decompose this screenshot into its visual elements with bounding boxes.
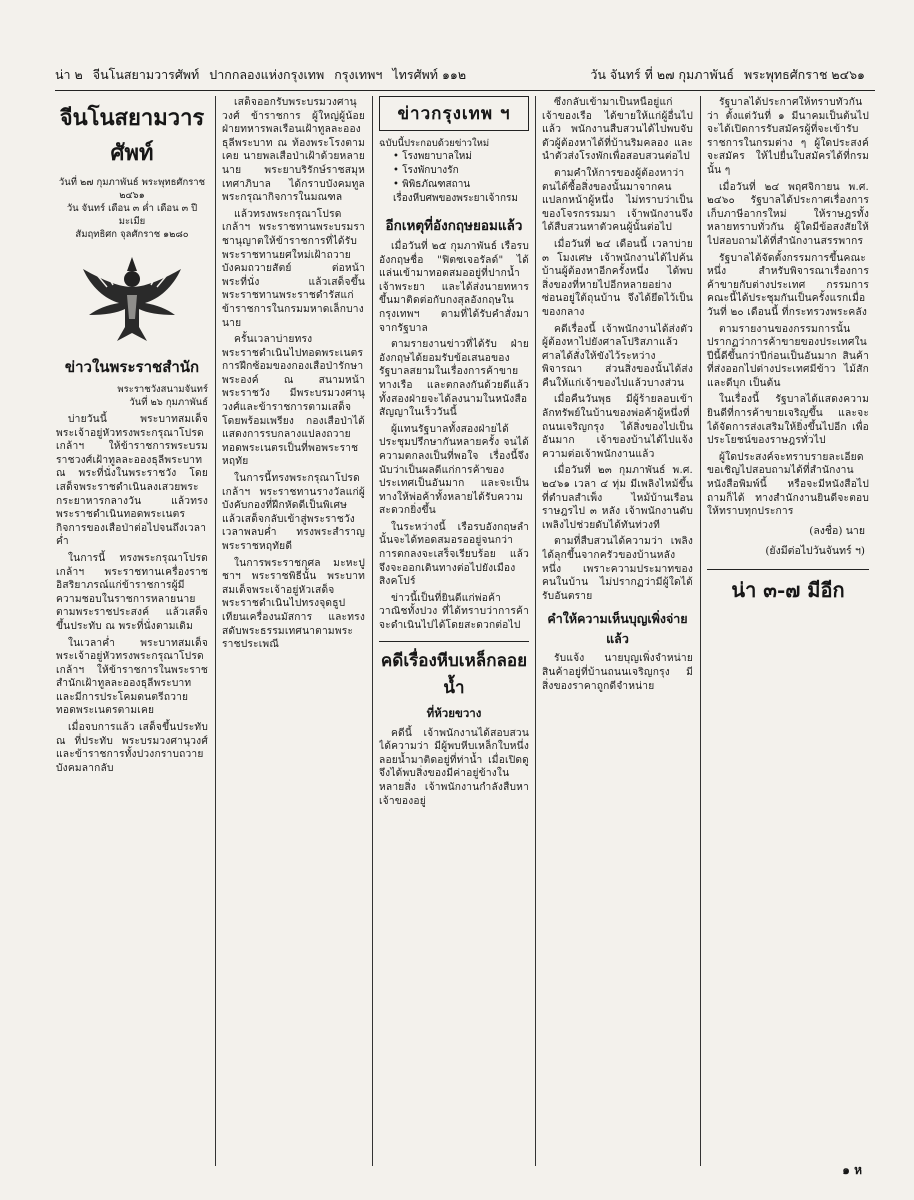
column-3 [379, 96, 529, 1172]
page-header [55, 62, 875, 88]
masthead-line: วัน จันทร์ เดือน ๓ ค่ำ เดือน ๓ ปีมะเมีย [66, 203, 198, 227]
masthead-line: วันที่ ๒๗ กุมภาพันธ์ พระพุทธศักราช ๒๔๖๑ [58, 177, 206, 201]
column-divider [372, 96, 373, 1166]
list-item: เรื่องหีบศพของพระยาเจ้ากรม [393, 193, 518, 204]
article-paragraph: ครั้นเวลาบ่ายทรงพระราชดำเนินไปทอดพระเนตรการฝึกซ้อมของกองเสือป่ารักษาพระองค์ ณ สนามหน้าพระราชวัง มีพระบรมวงศานุวงศ์และข้าราชการตามเสด็จโดยพร้อมเพรียง กองเสือป่าได้แสดงการรบกลางแปลงถวายทอดพระเนตรเป็นที่พอพระราชหฤทัย [222, 334, 365, 468]
article-paragraph: ตามที่สืบสวนได้ความว่า เพลิงได้ลุกขึ้นจากครัวของบ้านหลังหนึ่ง เพราะความประมาทของคนในบ้าน ไม่ปรากฏว่ามีผู้ใดได้รับอันตราย [542, 536, 693, 602]
article-paragraph: ในเรื่องนี้ รัฐบาลได้แสดงความยินดีที่การค้าขายเจริญขึ้น และจะได้จัดการส่งเสริมให้ยิ่งขึ้นไปอีก เพื่อประโยชน์ของราษฎรทั่วไป [707, 394, 869, 447]
header-city: กรุงเทพฯ [334, 67, 383, 82]
article-paragraph: ผู้ใดประสงค์จะทราบรายละเอียด ขอเชิญไปสอบถามได้ที่สำนักงานหนังสือพิมพ์นี้ หรือจะมีหนังสือไปถามก็ได้ ทางสำนักงานยินดีจะตอบให้ทราบทุกประการ [707, 451, 869, 518]
article-paragraph: ในระหว่างนี้ เรือรบอังกฤษลำนั้นจะได้ทอดสมอรออยู่จนกว่าการตกลงจะเสร็จเรียบร้อย แล้วจึงจะออกเดินทางต่อไปยังเมืองสิงคโปร์ [379, 521, 529, 588]
article-paragraph: ตามคำให้การของผู้ต้องหาว่า ตนได้ซื้อสิ่งของนั้นมาจากคนแปลกหน้าผู้หนึ่ง ไม่ทราบว่าเป็นของโจรกรรมมา เจ้าพนักงานจึงได้สืบสวนหาตัวคนผู้นั้นต่อไป [542, 167, 693, 234]
article-paragraph: ตามรายงานของกรรมการนั้น ปรากฏว่าการค้าขายของประเทศในปีนี้ดีขึ้นกว่าปีก่อนเป็นอันมาก สินค้าที่ส่งออกไปต่างประเทศมีข้าว ไม้สัก และดีบุก เป็นต้น [707, 323, 869, 389]
section-title-royal: ข่าวในพระราชสำนัก [64, 358, 200, 376]
article-paragraph: เมื่อวันที่ ๒๔ พฤศจิกายน พ.ศ. ๒๔๖๐ รัฐบาลได้ประกาศเรื่องการเก็บภาษีอากรใหม่ ให้ราษฎรทั้งหลายทราบทั่วกัน ผู้ใดมีข้อสงสัยให้ไปสอบถามได้ที่สำนักงานสรรพากร [707, 181, 869, 247]
article-paragraph: ตามรายงานข่าวที่ได้รับ ฝ่ายอังกฤษได้ยอมรับข้อเสนอของรัฐบาลสยามในเรื่องการค้าขายทางเรือ และตกลงกันด้วยดีแล้ว ทั้งสองฝ่ายจะได้ลงนามในหนังสือสัญญาในเร็ววันนี้ [379, 339, 529, 419]
article-paragraph: ผู้แทนรัฐบาลทั้งสองฝ่ายได้ประชุมปรึกษากันหลายครั้ง จนได้ความตกลงเป็นที่พอใจ เรื่องนี้จึงนับว่าเป็นผลดีแก่การค้าของประเทศเป็นอันมาก และจะเป็นทางให้พ่อค้าทั้งหลายได้รับความสะดวกยิ่งขึ้น [379, 423, 529, 517]
article-paragraph: ในการพระราชกุศล มะหะปูชาฯ พระราชพิธีนั้น พระบาทสมเด็จพระเจ้าอยู่หัวเสด็จพระราชดำเนินไปทรงจุดธูปเทียนเครื่องนมัสการ และทรงสดับพระธรรมเทศนาตามพระราชประเพณี [222, 557, 365, 651]
column-5 [707, 96, 869, 1172]
article-paragraph: ข่าวนี้เป็นที่ยินดีแก่พ่อค้าวาณิชทั้งปวง ที่ได้ทราบว่าการค้าจะดำเนินไปได้โดยสะดวกต่อไป [379, 592, 529, 632]
article-paragraph: เมื่อวันที่ ๒๔ เดือนนี้ เวลาบ่าย ๓ โมงเศษ เจ้าพนักงานได้ไปค้นบ้านผู้ต้องหาอีกครั้งหนึ่ง ได้พบสิ่งของที่หายไปอีกหลายอย่าง ซ่อนอยู่ใต้ถุนบ้าน จึงได้ยึดไว้เป็นของกลาง [542, 238, 693, 318]
advertisement-text: รับแจ้ง นายบุญเพิ่งจำหน่ายสินค้าอยู่ที่บ้านถนนเจริญกรุง มีสิ่งของราคาถูกดีจำหน่าย [542, 653, 693, 692]
column-divider [700, 96, 701, 1166]
article-paragraph: เมื่อคืนวันพุธ มีผู้ร้ายลอบเข้าลักทรัพย์ในบ้านของพ่อค้าผู้หนึ่งที่ถนนเจริญกรุง ได้สิ่งของไปเป็นอันมาก เจ้าของบ้านได้ไปแจ้งความต่อเจ้าพนักงานแล้ว [542, 394, 693, 460]
article-paragraph: เมื่อวันที่ ๒๓ กุมภาพันธ์ พ.ศ. ๒๔๖๑ เวลา ๔ ทุ่ม มีเพลิงไหม้ขึ้นที่ตำบลสำเพ็ง ไหม้บ้านเรือนราษฎรไป ๓ หลัง เจ้าพนักงานดับเพลิงไปช่วยดับได้ทันท่วงที [542, 465, 693, 531]
section-title-bangkok: ข่าวกรุงเทพ ฯ [379, 96, 529, 131]
header-phone: ไทรศัพท์ ๑๑๒ [392, 67, 467, 82]
article-headline: อีกเหตุที่อังกฤษยอมแล้ว [385, 218, 523, 234]
article-paragraph: บ่ายวันนี้ พระบาทสมเด็จพระเจ้าอยู่หัวทรงพระกรุณาโปรดเกล้าฯ ให้ข้าราชการพระบรมราชวงศ์เฝ้าทูลละอองธุลีพระบาท ณ พระที่นั่งในพระราชวัง โดยเสด็จพระราชดำเนินลงเสวยพระกระยาหารกลางวัน แล้วทรงพระราชดำเนินทอดพระเนตรกิจการของเสือป่าต่อไปจนถึงเวลาค่ำ [56, 414, 208, 548]
article-paragraph: รัฐบาลได้จัดตั้งกรรมการขึ้นคณะหนึ่ง สำหรับพิจารณาเรื่องการค้าขายกับต่างประเทศ กรรมการคณะนี้ได้ประชุมกันเป็นครั้งแรกเมื่อวันที่ ๒๐ เดือนนี้ ที่กระทรวงพระคลัง [707, 252, 869, 318]
article-subheadline: ที่ห้วยขวาง [426, 705, 482, 720]
article-paragraph: ในการนี้ทรงพระกรุณาโปรดเกล้าฯ พระราชทานรางวัลแก่ผู้บังคับกองที่ฝึกหัดดีเป็นพิเศษ แล้วเสด็จกลับเข้าสู่พระราชวังเวลาพลบค่ำ ทรงพระสำราญพระราชหฤทัยดี [222, 473, 365, 552]
bangkok-intro: ฉบับนี้ประกอบด้วยข่าวใหม่ [379, 138, 490, 149]
article-paragraph: รัฐบาลได้ประกาศให้ทราบทั่วกันว่า ตั้งแต่วันที่ ๑ มีนาคมเป็นต้นไป จะได้เปิดการรับสมัครผู้ที่จะเข้ารับราชการในกรมต่าง ๆ ผู้ใดประสงค์จะสมัคร ให้ไปยื่นใบสมัครได้ที่กรมนั้น ๆ [707, 97, 869, 176]
header-rule [55, 90, 875, 91]
signature: (ยังมีต่อไปวันจันทร์ ฯ) [765, 544, 865, 557]
article-paragraph: ซึ่งกลับเข้ามาเป็นหนี้อยู่แก่เจ้าของเรือ ได้ขายให้แก่ผู้อื่นไปแล้ว พนักงานสืบสวนได้ไปพบจับตัวผู้ต้องหาได้ที่บ้านริมคลอง และนำตัวส่งโรงพักเพื่อสอบสวนต่อไป [542, 97, 693, 163]
header-date: วัน จันทร์ ที่ ๒๗ กุมภาพันธ์ [590, 67, 734, 82]
column-1 [56, 96, 208, 1172]
header-publication: จีนโนสยามวารศัพท์ [92, 67, 200, 82]
list-item: • โรงพักบางรัก [393, 165, 459, 176]
masthead-line: สัมฤทธิศก จุลศักราช ๑๒๘๐ [75, 229, 189, 240]
article-paragraph: เมื่อวันที่ ๒๕ กุมภาพันธ์ เรือรบอังกฤษชื่อ "ฟิตซเจอรัลด์" ได้แล่นเข้ามาทอดสมออยู่ที่ปากน้ำเจ้าพระยา และได้ส่งนายทหารขึ้นมาติดต่อกับกงสุลอังกฤษในกรุงเทพฯ ตามที่ได้รับคำสั่งมาจากรัฐบาล [379, 241, 529, 334]
article-paragraph: คดีเรื่องนี้ เจ้าพนักงานได้ส่งตัวผู้ต้องหาไปยังศาลโปริสภาแล้ว ศาลได้สั่งให้ขังไว้ระหว่างพิจารณา ส่วนสิ่งของนั้นได้ส่งคืนให้แก่เจ้าของไปแล้วบางส่วน [542, 323, 693, 389]
article-paragraph: เสด็จออกรับพระบรมวงศานุวงศ์ ข้าราชการ ผู้ใหญ่ผู้น้อยฝ่ายทหารพลเรือนเฝ้าทูลละอองธุลีพระบาท ณ ท้องพระโรงตามเคย นายพลเสือป่าเฝ้าด้วยหลายนาย พระยาบริรักษ์ราชสมุหเทศาภิบาล ได้กราบบังคมทูลพระกรุณากิจการในมณฑล [222, 97, 365, 204]
masthead-title: จีนโนสยามวารศัพท์ [59, 105, 205, 166]
continued-notice: น่า ๓-๗ มีอีก [707, 569, 869, 606]
article-paragraph: ในการนี้ ทรงพระกรุณาโปรดเกล้าฯ พระราชทานเครื่องราชอิสริยาภรณ์แก่ข้าราชการผู้มีความชอบในราชการหลายนาย ตามพระราชประสงค์ แล้วเสด็จขึ้นประทับ ณ พระที่นั่งตามเดิม [56, 552, 208, 632]
article-paragraph: คดีนี้ เจ้าพนักงานได้สอบสวนได้ความว่า มีผู้พบหีบเหล็กใบหนึ่งลอยน้ำมาติดอยู่ที่ท่าน้ำ เมื่อเปิดดูจึงได้พบสิ่งของมีค่าอยู่ข้างในหลายสิ่ง เจ้าพนักงานกำลังสืบหาเจ้าของอยู่ [379, 727, 529, 807]
signature: (ลงชื่อ) นาย [809, 524, 865, 537]
column-divider [535, 96, 536, 1166]
page-mark: ๑ ห [842, 1163, 862, 1177]
header-year: พระพุทธศักราช ๒๔๖๑ [743, 67, 865, 82]
column-divider [215, 96, 216, 1166]
list-item: • พิพิธภัณฑสถาน [393, 179, 471, 190]
header-subtitle: ปากกลองแห่งกรุงเทพ [209, 67, 325, 82]
article-paragraph: ในเวลาค่ำ พระบาทสมเด็จพระเจ้าอยู่หัวทรงพระกรุณาโปรดเกล้าฯ ให้ข้าราชการในพระราชสำนักเฝ้าทูลละอองธุลีพระบาท และมีการประโคมดนตรีถวายทอดพระเนตรตามเคย [56, 637, 208, 717]
column-4 [542, 96, 693, 1172]
page-number: น่า ๒ [55, 67, 83, 82]
article-headline-large: คดีเรื่องหีบเหล็กลอยน้ำ [379, 641, 529, 701]
advertisement-title: คำให้ความเห็นบุญเพิ่งจ่ายแล้ว [547, 611, 688, 647]
royal-date: วันที่ ๒๖ กุมภาพันธ์ [129, 397, 208, 408]
column-2 [222, 96, 365, 1172]
garuda-emblem-icon [77, 249, 187, 349]
list-item: • โรงพยาบาลใหม่ [393, 151, 472, 162]
article-paragraph: แล้วทรงพระกรุณาโปรดเกล้าฯ พระราชทานพระบรมราชานุญาตให้ข้าราชการที่ได้รับพระราชทานยศใหม่เฝ้าถวายบังคมถวายสัตย์ ต่อหน้าพระที่นั่ง แล้วเสด็จขึ้นพระราชทานพระราชดำรัสแก่ข้าราชการในกรมมหาดเล็กบางนาย [222, 208, 365, 329]
article-paragraph: เมื่อจบการแล้ว เสด็จขึ้นประทับ ณ ที่ประทับ พระบรมวงศานุวงศ์และข้าราชการทั้งปวงกราบถวายบังคมลากลับ [56, 722, 208, 774]
royal-place: พระราชวังสนามจันทร์ [117, 384, 208, 395]
